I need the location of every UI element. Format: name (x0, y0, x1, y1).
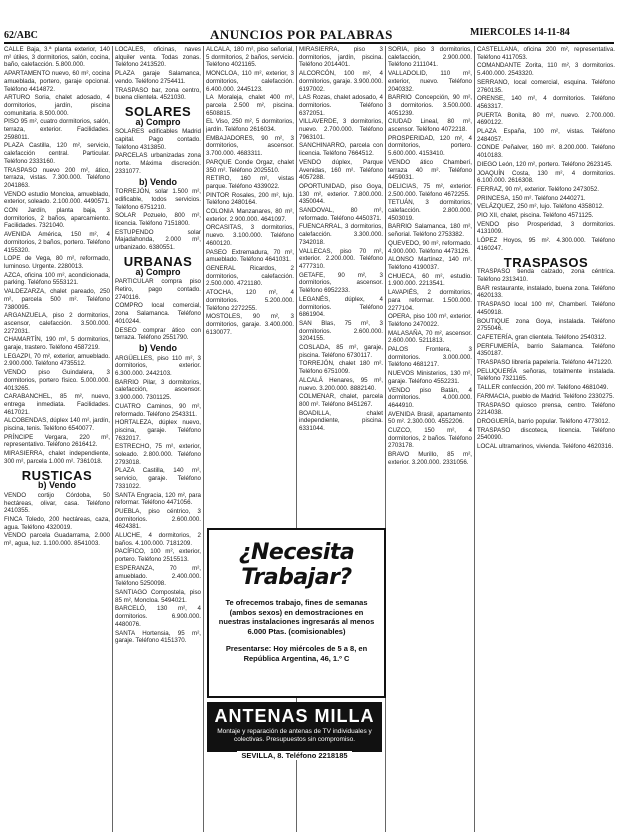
classified-ad: ARTURO Soria, chalet adosado, 4 dormitorios, jardín, piscina comunitaria. 8.500.000. (4, 94, 110, 117)
classified-ad: PALOS Frontera, 3 dormitorios. 3.000.000. Teléfono 4681217. (388, 346, 472, 369)
classified-ad: PELUQUERÍA señoras, totalmente instalada. Teléfono 7321165. (477, 367, 615, 383)
classified-ad: VALLECAS, piso 70 m², exterior. 2.200.000. Teléfono 4777310. (299, 247, 383, 270)
classified-ad: TETUÁN, 3 dormitorios, calefacción. 2.800.000. 4503019. (388, 199, 472, 222)
classified-ad: TRASPASO nuevo 200 m², ático, terraza, vistas. 7.300.000. Teléfono 2041863. (4, 166, 110, 189)
classified-ad: CUZCO, 150 m², 4 dormitorios, 2 baños. Teléfono 2703178. (388, 427, 472, 450)
classified-ad: CAFETERÍA, gran clientela. Teléfono 2540312. (477, 333, 607, 341)
classified-ad: SORIA, piso 3 dormitorios, calefacción, 2.900.000. Teléfono 2111041. (388, 46, 472, 69)
classified-ad: ALUCHE, 4 dormitorios, 2 baños. 4.100.000. 7181209. (115, 532, 201, 547)
classified-ad: ALCORCÓN, 100 m², 4 dormitorios, garaje. 3.900.000. 6197002. (299, 70, 383, 93)
header-rule (4, 42, 614, 44)
classified-ad: MOSTOLES, 90 m², 3 dormitorios, garaje. 3.400.000. 6130077. (206, 313, 294, 336)
antenna-banner-ad (207, 702, 382, 760)
classified-ad: CHAMARTÍN, 190 m², 5 dormitorios, garaje, trastero. Teléfono 4587219. (4, 336, 110, 352)
classified-ad: MALASAÑA, 70 m², ascensor. 2.600.000. 5211813. (388, 329, 472, 345)
classified-ad: VENDO cortijo Córdoba, 50 hectáreas, olivar, casa. Teléfono 2410355. (4, 491, 110, 515)
classified-ad: BOADILLA, chalet independiente, piscina. 6331044. (299, 409, 383, 433)
classified-ad: TRASPASO quiosco prensa, centro. Teléfono 2214038. (477, 401, 615, 417)
banner-address: SEVILLA, 8. Teléfono 2218185 (237, 751, 351, 760)
classified-ad: PISO 95 m², cuatro dormitorios, salón, terraza, exterior. Facilidades. 2598011. (4, 118, 110, 141)
classified-ad: QUEVEDO, 90 m², reformado. 4.900.000. Teléfono 4473126. (388, 239, 472, 255)
classified-ad: LOCAL ultramarinos, vivienda. Teléfono 4620316. (477, 443, 614, 451)
classified-ad: PINTOR Rosales, 200 m², lujo. Teléfono 2480164. (206, 191, 294, 207)
column-divider (203, 46, 204, 832)
classified-ad: LAVAPIÉS, 2 dormitorios, para reformar. 1.500.000. 2277104. (388, 289, 472, 312)
classified-ad: VENDO ático Chamberí, terraza 40 m². Teléfono 4459031. (388, 158, 472, 182)
section-heading-traspasos: TRASPASOS (503, 254, 589, 270)
classified-ad: SOLAR Pozuelo, 800 m², licencia. Teléfono 7151800. (115, 212, 201, 228)
classified-ad: VENDO piso Prosperidad, 3 dormitorios. 4131009. (477, 220, 615, 236)
classified-ad: DELICIAS, 75 m², exterior. 2.500.000. Teléfono 4672255. (388, 182, 472, 198)
classified-ad: OPORTUNIDAD, piso Goya, 130 m², exterior. 7.800.000. 4350044. (299, 182, 383, 206)
classified-ad: CUATRO Caminos, 90 m², reformado. Teléfono 2543311. (115, 402, 201, 418)
column-5 (388, 46, 472, 468)
classified-ad: PROSPERIDAD, 120 m², 4 dormitorios, portero. 5.600.000. 4153410. (388, 134, 472, 158)
column-1 (4, 46, 110, 549)
ad-headline: ¿Necesita Trabajar? (238, 540, 355, 590)
column-2 (115, 46, 201, 646)
subsection-heading: b) Vendo (139, 176, 177, 187)
classified-ad: TRASPASO local 100 m², Chamberí. Teléfono 4450918. (477, 301, 615, 316)
classified-ad: DESEO comprar ático con terraza. Teléfono 2551790. (115, 326, 201, 342)
classified-ad: PLAZA garaje Salamanca, vendo. Teléfono 2754411. (115, 70, 201, 85)
classified-ad: PERFUMERÍA, barrio Salamanca. Teléfono 4350187. (477, 342, 615, 358)
classified-ad: SANCHINARRO, parcela con licencia. Teléfono 7664512. (299, 142, 383, 158)
classified-ad: CARABANCHEL, 85 m², nuevo, entrega inmediata. Facilidades. 4617021. (4, 393, 110, 416)
subsection-heading: b) Vendo (139, 342, 177, 353)
classified-ad: TRASPASO librería papelería. Teléfono 4471220. (477, 359, 613, 367)
classified-ad: PUERTA Bonita, 80 m², nuevo. 2.700.000. 4690122. (477, 111, 615, 127)
classified-ad: LAS Rozas, chalet adosado, 4 dormitorios. Teléfono 6372051. (299, 94, 383, 117)
classified-ad: PLAZA Castilla, 120 m², servicio, calefacción central. Particular. Teléfono 2333160. (4, 142, 110, 165)
classified-ad: AVENIDA América, 150 m², 4 dormitorios, 2 baños, portero. Teléfono 4155320. (4, 231, 110, 254)
classified-ad: OPERA, piso 100 m², exterior. Teléfono 2470022. (388, 313, 472, 328)
section-heading-urbanas: URBANAS (123, 253, 193, 269)
classified-ad: PLAZA Castilla, 140 m², servicio, garaje. Teléfono 7331022. (115, 467, 201, 490)
classified-ad: ATOCHA, 120 m², 4 dormitorios. 5.200.000. Teléfono 2272255. (206, 289, 294, 312)
classified-ad: GENERAL Ricardos, 2 dormitorios, calefacción. 2.500.000. 4721180. (206, 264, 294, 288)
classified-ad: TRASPASO discoteca, licencia. Teléfono 2540090. (477, 426, 615, 442)
classified-ad: PRINCESA, 150 m². Teléfono 2440271. (477, 194, 586, 202)
classified-ad: FUENCARRAL, 3 dormitorios, calefacción. 3.300.000. 7342018. (299, 223, 383, 246)
classified-ad: COMPRO local comercial, zona Salamanca. Teléfono 4010244. (115, 302, 201, 325)
classified-ad: PASEO Extremadura, 70 m², amueblado. Teléfono 4641031. (206, 248, 294, 264)
classified-ad: PARQUE Conde Orgaz, chalet 350 m². Teléfono 2025510. (206, 158, 294, 174)
classified-ad: VALLADOLID, 110 m², exterior, nuevo. Teléfono 2040332. (388, 70, 472, 93)
classified-ad: EMBAJADORES, 90 m², 3 dormitorios, ascensor. 3.700.000. 4683311. (206, 134, 294, 158)
classified-ad: AZCA, oficina 100 m², acondicionada, parking. Teléfono 5553121. (4, 271, 110, 287)
classified-ad: COMANDANTE Zorita, 110 m², 3 dormitorios. 5.400.000. 2543320. (477, 62, 615, 78)
column-3 (206, 46, 294, 524)
classified-ad: PIO XII, chalet, piscina. Teléfono 4571125. (477, 212, 594, 220)
classified-ad: SOLARES edificables Madrid capital. Pago contado. Teléfono 4313850. (115, 128, 201, 151)
classified-ad: MIRASIERRA, chalet independiente, 300 m², parcela 1.000 m². 7361018. (4, 450, 110, 465)
classified-ad: ESTUPENDO solar Majadahonda, 2.000 m², urbanizado. 6380551. (115, 228, 201, 252)
classified-ad: BRAVO Murillo, 85 m², exterior. 3.200.000. 2331056. (388, 451, 472, 466)
column-6 (477, 46, 615, 452)
classified-ad: VALDEZARZA, chalet pareado, 250 m², parcela 500 m². Teléfono 7380095. (4, 288, 110, 311)
classified-ad: TORREJÓN, solar 1.500 m², edificable, todos servicios. Teléfono 6751210. (115, 188, 201, 211)
job-display-ad (207, 528, 386, 698)
classified-ad: PARCELAS urbanizadas zona norte. Máxima discreción. 2331077. (115, 152, 201, 175)
classified-ad: NUEVOS Ministerios, 130 m², garaje. Teléfono 4552231. (388, 370, 472, 385)
classified-ad: DROGUERÍA, barrio popular. Teléfono 4773012. (477, 417, 610, 425)
classified-ad: BARCELÓ, 130 m², 4 dormitorios. 6.900.000. 4480076. (115, 605, 201, 628)
classified-ad: TRASPASO tienda calzado, zona céntrica. Teléfono 2313410. (477, 268, 615, 283)
classified-ad: ESTRECHO, 75 m², exterior, soleado. 2.800.000. Teléfono 2793018. (115, 443, 201, 466)
classified-ad: FINCA Toledo, 200 hectáreas, caza, agua. Teléfono 4320019. (4, 516, 110, 531)
classified-ad: BARRIO Salamanca, 180 m², señorial. Teléfono 2753382. (388, 223, 472, 239)
page-header (0, 0, 620, 42)
classified-ad: SANTA Hortensia, 95 m², garaje. Teléfono 4151370. (115, 629, 201, 645)
classified-ad: CON Jardín, planta baja, 3 dormitorios, 2 baños, aparcamiento. Facilidades. 7321040. (4, 207, 110, 230)
classified-ad: ALCOBENDAS, dúplex 140 m², jardín, piscina, tenis. Teléfono 6540077. (4, 417, 110, 433)
classified-ad: JOAQUÍN Costa, 130 m², 4 dormitorios. 6.100.000. 2616308. (477, 169, 615, 185)
classified-ad: ALONSO Martínez, 140 m². Teléfono 4190037. (388, 256, 472, 271)
banner-line: Montaje y reparación de antenas de TV individuales y colectivas. Presupuestos sin compromiso. (217, 728, 372, 743)
classified-ad: ORENSE, 140 m², 4 dormitorios. Teléfono 4563317. (477, 95, 615, 110)
page-date: MIERCOLES 14-11-84 (470, 27, 570, 38)
classified-ad: PUEBLA, piso céntrico, 3 dormitorios. 2.600.000. 4624381. (115, 507, 201, 531)
classified-ad: RETIRO, 160 m², vistas parque. Teléfono 4339022. (206, 175, 294, 190)
classified-ad: TALLER confección, 200 m². Teléfono 4681049. (477, 384, 609, 392)
classified-ad: VENDO dúplex, Parque Avenidas, 160 m². Teléfono 4057288. (299, 158, 383, 182)
classified-ad: AVENIDA Brasil, apartamento 50 m². 2.300.000. 4552206. (388, 410, 472, 426)
classified-ad: VENDO estudio Moncloa, amueblado, exterior, soleado. 2.100.000. 4490571. (4, 190, 110, 206)
column-divider (112, 46, 113, 832)
classified-ad: PACÍFICO, 100 m², exterior, portero. Teléfono 2515513. (115, 548, 201, 564)
classified-ad: HORTALEZA, dúplex nuevo, piscina, garaje. Teléfono 7632017. (115, 419, 201, 442)
classified-ad: BARRIO Concepción, 90 m², 3 dormitorios. 3.500.000. 4051239. (388, 94, 472, 117)
classified-ad: COSLADA, 85 m², garaje, piscina. Teléfono 6730117. (299, 344, 383, 359)
ad-body: Te ofrecemos trabajo, fines de semanas (ambos sexos) en demostraciones en nuestras instalaciones ingresarás al menos 6.000 Ptas. (comisionables) (218, 598, 375, 636)
classified-ad: CHUECA, 60 m², estudio. 1.900.000. 2213541. (388, 272, 472, 288)
classified-ad: GETAFE, 90 m², 3 dormitorios, ascensor. Teléfono 6952233. (299, 271, 383, 295)
classified-ad: VENDO parcela Guadarrama, 2.000 m², agua, luz. 1.100.000. 8541003. (4, 532, 110, 548)
subsection-heading: a) Compro (135, 116, 181, 127)
classified-ad: FARMACIA, pueblo de Madrid. Teléfono 2330275. (477, 392, 615, 400)
classified-ad: SANTIAGO Compostela, piso 85 m², Moncloa. 5494021. (115, 589, 201, 604)
classified-ad: ESPERANZA, 70 m², amueblado. 2.400.000. Teléfono 5250098. (115, 564, 201, 588)
classified-ad: LEGAZPI, 70 m², exterior, amueblado. 2.900.000. Teléfono 4735512. (4, 352, 110, 368)
classified-ad: CONDE Peñalver, 160 m². 8.200.000. Teléfono 4010183. (477, 144, 615, 160)
classified-ad: CASTELLANA, oficina 200 m², representativa. Teléfono 4117053. (477, 46, 615, 61)
classified-ad: VENDO piso Guindalera, 3 dormitorios, portero físico. 5.000.000. 4013265. (4, 369, 110, 392)
classified-ad: PRÍNCIPE Vergara, 220 m², representativo. Teléfono 2616412. (4, 433, 110, 449)
classified-ad: VENDO piso Batán, 4 dormitorios. 4.000.000. 4644910. (388, 386, 472, 409)
classified-ad: ALCALÁ Henares, 95 m², nuevo. 3.200.000. 8882140. (299, 376, 383, 392)
classified-ad: SAN Blas, 75 m², 3 dormitorios. 2.600.000. 3204155. (299, 319, 383, 343)
classified-ad: COLMENAR, chalet, parcela 800 m². Teléfono 8451267. (299, 393, 383, 408)
ad-address: Presentarse: Hoy miércoles de 5 a 8, en República Argentina, 46, 1.º C (225, 644, 368, 663)
classified-ad: COLONIA Manzanares, 80 m², exterior. 2.900.000. 4641097. (206, 208, 294, 223)
classified-ad: CALLE Baja, 3.ª planta exterior, 140 m² útiles, 3 dormitorios, salón, cocina, baño, calefacción. 5.800.000. (4, 46, 110, 69)
classified-ad: CIUDAD Lineal, 80 m², ascensor. Teléfono 4072218. (388, 118, 472, 134)
classified-ad: SERRANO, local comercial, esquina. Teléfono 2760135. (477, 78, 615, 94)
classified-ad: EL Viso, 250 m², 5 dormitorios, jardín. Teléfono 2616034. (206, 118, 294, 134)
classified-ad: ARGANZUELA, piso 2 dormitorios, ascensor, calefacción. 3.500.000. 2272031. (4, 312, 110, 335)
classified-ad: MIRASIERRA, piso 3 dormitorios, jardín, piscina. Teléfono 2014401. (299, 46, 383, 69)
classified-ad: BARRIO Pilar, 3 dormitorios, calefacción, ascensor. 3.900.000. 7301125. (115, 378, 201, 402)
subsection-heading: a) Compro (135, 266, 181, 277)
classified-ad: PARTICULAR compra piso Retiro, pago contado. 2740116. (115, 278, 201, 301)
classified-ad: VILLAVERDE, 3 dormitorios, nuevo. 2.700.000. Teléfono 7963101. (299, 118, 383, 141)
classified-ad: ARGÜELLES, piso 110 m², 3 dormitorios, exterior. 6.300.000. 2442103. (115, 354, 201, 378)
subsection-heading: b) Vendo (38, 480, 76, 491)
classified-ad: ORCASITAS, 3 dormitorios, nuevo. 3.100.000. Teléfono 4600120. (206, 224, 294, 247)
classified-ad: SANDOVAL, 80 m², reformado. Teléfono 4450371. (299, 207, 383, 222)
classified-ad: ALCALÁ, 180 m², piso señorial, 5 dormitorios, 2 baños, servicio. Teléfono 4021165. (206, 46, 294, 69)
classified-ad: TORREJÓN, chalet 180 m². Teléfono 6751009. (299, 360, 383, 376)
classified-ad: LEGANÉS, dúplex, 4 dormitorios. Teléfono 6861904. (299, 295, 383, 319)
classified-ad: APARTAMENTO nuevo, 60 m², cocina amueblada, portero, garaje opcional. Teléfono 4414872. (4, 70, 110, 93)
classified-ad: LÓPEZ Hoyos, 95 m². 4.300.000. Teléfono 4160247. (477, 237, 615, 252)
banner-title: ANTENAS MILLA (214, 706, 375, 726)
section-heading-solares: SOLARES (124, 103, 192, 119)
classified-ad: SANTA Engracia, 120 m², para reformar. Teléfono 4471056. (115, 491, 201, 507)
classified-ad: PLAZA España, 100 m², vistas. Teléfono 2484057. (477, 128, 615, 143)
column-divider (474, 46, 475, 832)
column-divider (385, 46, 386, 832)
classified-ad: DIEGO León, 120 m², portero. Teléfono 2623145. (477, 160, 613, 168)
page-number: 62/ABC (4, 30, 38, 41)
classified-ad: FERRAZ, 90 m², exterior. Teléfono 2473052. (477, 185, 599, 193)
classified-ad: TRASPASO bar, zona centro, buena clientela. 4521030. (115, 86, 201, 102)
page-title: ANUNCIOS POR PALABRAS (210, 27, 393, 42)
classified-ad: BOUTIQUE zona Goya, instalada. Teléfono 2755046. (477, 317, 615, 333)
classified-ad: MONCLOA, 110 m², exterior, 3 dormitorios, calefacción. 6.400.000. 2445123. (206, 70, 294, 93)
classified-ad: LA Moraleja, chalet 400 m², parcela 2.500 m², piscina. 6508815. (206, 94, 294, 117)
section-heading-rusticas: RUSTICAS (21, 467, 93, 483)
classified-ad: BAR restaurante, instalado, buena zona. Teléfono 4620133. (477, 284, 615, 300)
column-4 (299, 46, 383, 524)
classified-ad: LOCALES, oficinas, naves alquiler venta. Todas zonas. Teléfono 2413520. (115, 46, 201, 69)
classified-ad: VELÁZQUEZ, 250 m², lujo. Teléfono 4358012. (477, 203, 604, 211)
classified-ad: LOPE de Vega, 80 m², reformado, luminoso. Urgente. 2280013. (4, 255, 110, 270)
